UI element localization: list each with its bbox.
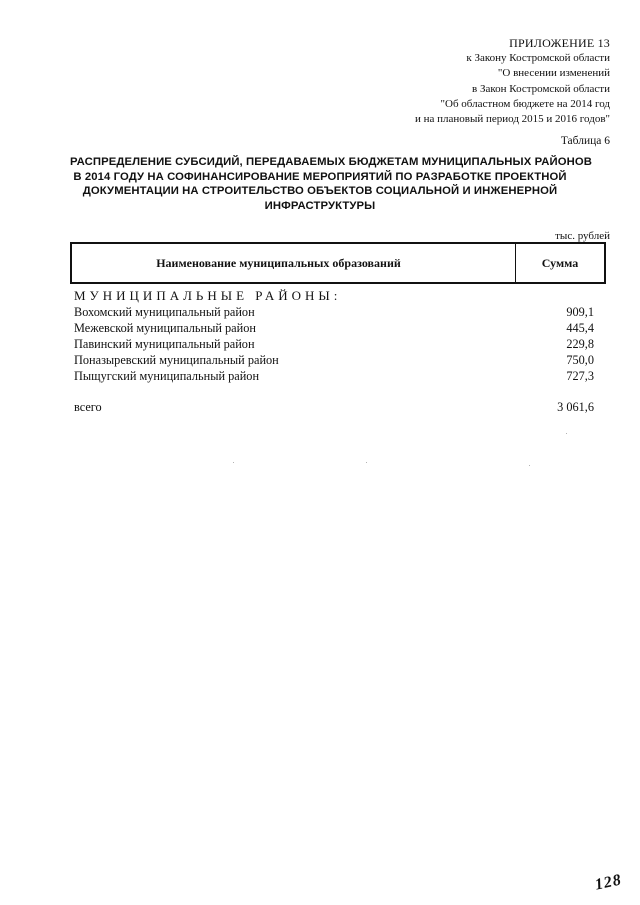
row-name: Павинский муниципальный район xyxy=(74,337,255,351)
appendix-line: "Об областном бюджете на 2014 год xyxy=(440,97,610,110)
scan-speck xyxy=(566,433,567,434)
appendix-title: ПРИЛОЖЕНИЕ 13 xyxy=(509,36,610,50)
units-label: тыс. рублей xyxy=(555,230,610,242)
appendix-block xyxy=(250,36,610,127)
row-value: 445,4 xyxy=(566,321,594,335)
scan-speck xyxy=(233,462,234,463)
page-number: 128 xyxy=(593,871,624,894)
table-header xyxy=(70,242,606,284)
title-line: РАСПРЕДЕЛЕНИЕ СУБСИДИЙ, ПЕРЕДАВАЕМЫХ БЮДЖЕТАМ МУНИЦИПАЛЬНЫХ РАЙОНОВ xyxy=(70,156,593,168)
header-name-column: Наименование муниципальных образований xyxy=(156,255,401,270)
table-row xyxy=(74,352,594,368)
scan-speck xyxy=(366,462,367,463)
total-row xyxy=(74,399,594,415)
table-row xyxy=(74,368,594,384)
title-line: В 2014 ГОДУ НА СОФИНАНСИРОВАНИЕ МЕРОПРИЯТИЙ ПО РАЗРАБОТКЕ ПРОЕКТНОЙ xyxy=(73,170,567,183)
scan-speck xyxy=(529,465,530,466)
title-line: ДОКУМЕНТАЦИИ НА СТРОИТЕЛЬСТВО ОБЪЕКТОВ СОЦИАЛЬНОЙ И ИНЖЕНЕРНОЙ xyxy=(82,185,558,198)
row-value: 909,1 xyxy=(566,305,594,319)
table-row xyxy=(74,336,594,352)
appendix-line: к Закону Костромской области xyxy=(466,52,610,65)
header-sum-column: Сумма xyxy=(515,244,604,282)
title-line: ИНФРАСТРУКТУРЫ xyxy=(264,199,376,212)
appendix-line: и на плановый период 2015 и 2016 годов" xyxy=(414,113,610,126)
table-number: Таблица 6 xyxy=(560,135,610,147)
row-value: 750,0 xyxy=(566,353,594,367)
total-label: всего xyxy=(74,400,102,414)
table-row xyxy=(74,320,594,336)
row-value: 229,8 xyxy=(566,337,594,351)
appendix-line: "О внесении изменений xyxy=(497,67,610,80)
appendix-line: в Закон Костромской области xyxy=(472,82,610,95)
row-name: Вохомский муниципальный район xyxy=(74,305,255,319)
row-value: 727,3 xyxy=(566,369,594,383)
document-title xyxy=(70,155,593,213)
table-row xyxy=(74,304,594,320)
row-name: Межевской муниципальный район xyxy=(74,321,256,335)
section-heading: МУНИЦИПАЛЬНЫЕ РАЙОНЫ: xyxy=(74,288,342,303)
total-value: 3 061,6 xyxy=(557,400,594,414)
row-name: Пыщугский муниципальный район xyxy=(74,369,260,383)
table-body xyxy=(74,304,594,384)
row-name: Поназыревский муниципальный район xyxy=(74,353,279,367)
